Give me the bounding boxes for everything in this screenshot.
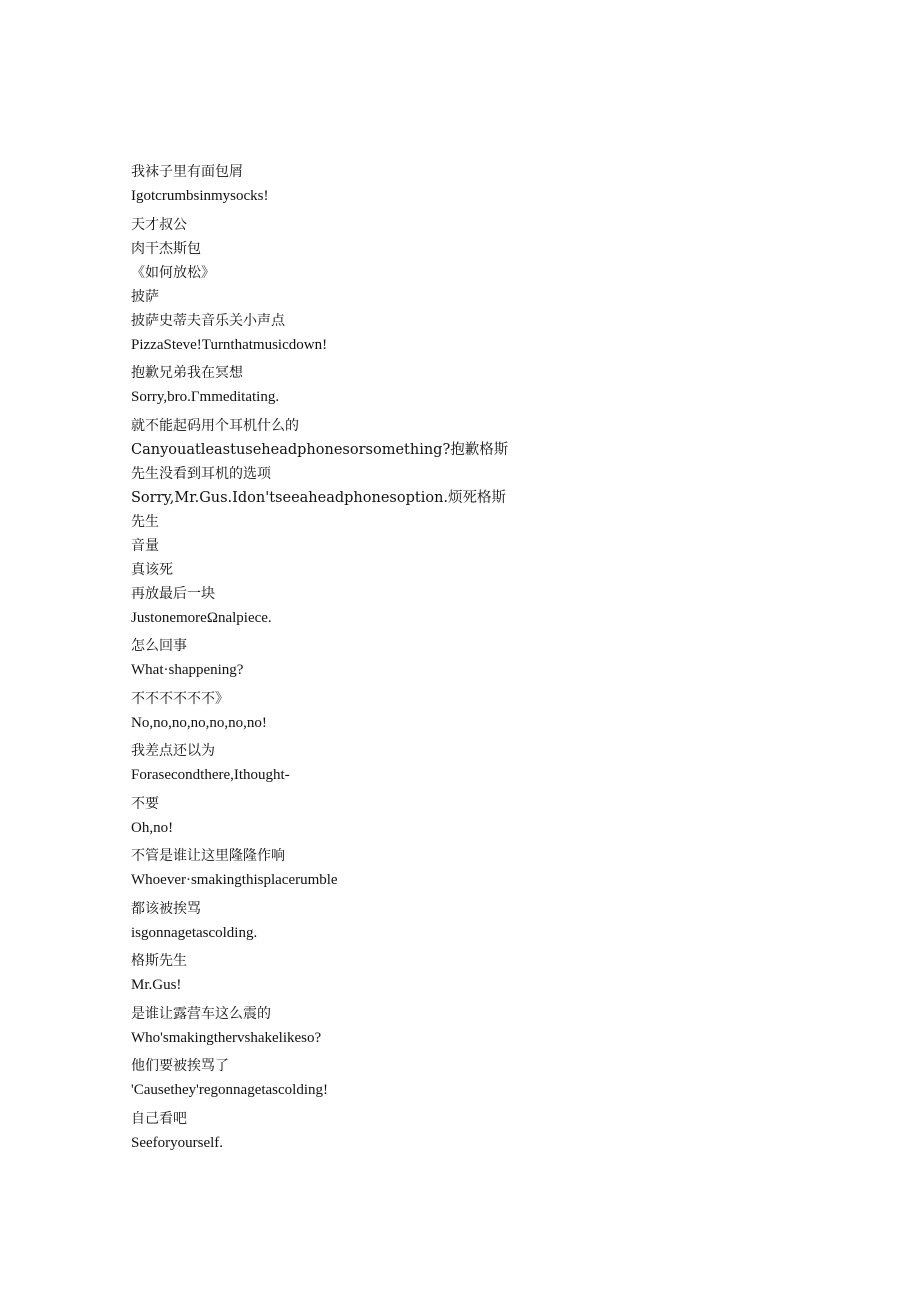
text-line: 他们要被挨骂了	[131, 1058, 229, 1074]
text-line: Seeforyourself.	[131, 1134, 224, 1151]
text-line: 披萨	[131, 288, 159, 305]
text-line: No,no,no,no,no,no,no!	[131, 714, 267, 731]
text-line: 再放最后一块	[131, 585, 215, 602]
text-line: Sorry,bro.Γmmeditating.	[131, 389, 280, 405]
text-line: 不管是谁让这里隆隆作响	[131, 848, 285, 864]
text-line: 先生	[131, 513, 159, 530]
text-line: Igotcrumbsinmysocks!	[131, 188, 269, 204]
text-line: Forasecondthere,Ithought-	[131, 767, 290, 783]
text-line: 'Causethey'regonnagetascolding!	[131, 1082, 329, 1098]
text-line: 自己看吧	[131, 1110, 187, 1127]
text-line: PizzaSteve!Turnthatmusicdown!	[131, 336, 328, 353]
text-line: 都该被挨骂	[131, 900, 201, 917]
text-line: Who'smakingthervshakelikeso?	[131, 1029, 322, 1046]
text-line: 格斯先生	[131, 953, 187, 969]
text-line: 不要	[131, 795, 159, 812]
text-line: 我差点还以为	[131, 743, 215, 759]
text-line: isgonnagetascolding.	[131, 924, 258, 941]
text-line: Whoever·smakingthisplacerumble	[131, 872, 338, 888]
text-line: 披萨史蒂夫音乐关小声点	[131, 312, 285, 329]
text-line: Mr.Gus!	[131, 977, 182, 993]
text-line: 先生没看到耳机的选项	[131, 465, 271, 482]
text-line: 音量	[131, 537, 159, 554]
text-line: 肉干杰斯包	[131, 240, 201, 257]
text-line: 《如何放松》	[131, 264, 215, 281]
text-line: 怎么回事	[131, 638, 187, 654]
text-line: 我袜子里有面包屑	[131, 164, 243, 180]
text-line: 抱歉兄弟我在冥想	[131, 365, 243, 381]
text-line: What·shappening?	[131, 662, 244, 678]
text-line: Canyouatleastuseheadphonesorsomething?抱歉格斯	[131, 441, 509, 458]
text-line: 天才叔公	[131, 216, 187, 233]
text-line: JustonemoreΩnalpiece.	[131, 609, 272, 626]
text-line: 就不能起码用个耳机什么的	[131, 417, 299, 434]
text-line: Oh,no!	[131, 819, 174, 836]
document-body	[131, 160, 851, 1159]
text-line: 不不不不不不》	[131, 690, 229, 707]
text-line: Sorry,Mr.Gus.Idon'tseeaheadphonesoption.烦死格斯	[131, 489, 507, 506]
text-line: 是谁让露营车这么震的	[131, 1005, 271, 1022]
text-line: 真该死	[131, 561, 173, 578]
